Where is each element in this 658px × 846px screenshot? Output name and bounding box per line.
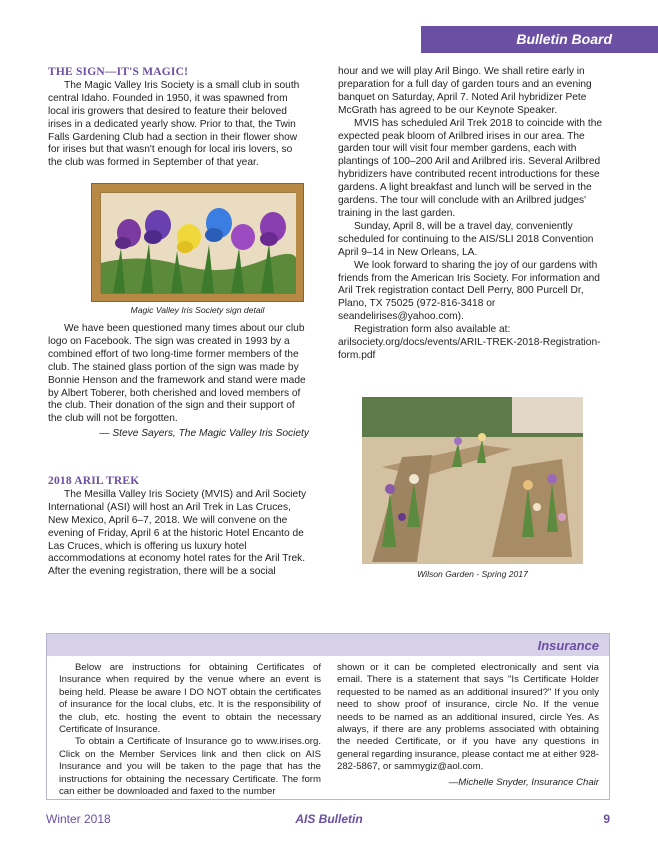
sign-article-paragraph: We have been questioned many times about our club logo on Facebook. The sign was created in 1993 by a combined effort of two long-time former members of the club. The stained glass portion of the sign was made by Bonnie Henson and the framework and stand were made by Albert Toberer, both cherished and loved members of the club. Their donation of the sign and their support of the club will not be forgotten.	[48, 323, 306, 425]
aril-article-paragraph: MVIS has scheduled Aril Trek 2018 to coincide with the expected peak bloom of Arilbred irises in our area. The garden tour will visit four member gardens, each with plantings of 100–200 Aril and Arilbred iris. Several Arilbred hybridizers have contributed recent introductions for these gardens. A light breakfast and lunch will be served in the gardens. The tour will conclude with an Arilbred judges' training in the last garden.	[338, 117, 603, 219]
aril-article-paragraph: hour and we will play Aril Bingo. We shall retire early in preparation for a full day of garden tours and an evening banquet on Saturday, April 7. Noted Aril hybridizer Pete McGrath has agreed to be our Keynote Speaker.	[338, 66, 592, 116]
insurance-paragraph: shown or it can be completed electronically and sent via email. There is a statement that says "Is Certificate Holder requested to be named as an additional insured?" If you only need to show proof of insurance, circle No. If the venue needs to be named as an additional insured, circle Yes. As always, if there are any problems associated with obtaining the needed Certificate, or if you have any questions in general regarding insurance, please contact me at either 928-282-5867, or sammygiz@aol.com.	[337, 662, 599, 773]
aril-article-intro	[48, 475, 309, 579]
footer-publication: AIS Bulletin	[295, 812, 363, 826]
insurance-box	[46, 633, 610, 800]
aril-article-paragraph: Registration form also available at: arilsociety.org/docs/events/ARIL-TREK-2018-Registration-form.pdf	[338, 324, 601, 361]
sign-article-signature: — Steve Sayers, The Magic Valley Iris Society	[99, 428, 309, 440]
section-banner	[421, 26, 658, 53]
insurance-title-bar	[47, 634, 609, 656]
sign-article-body	[48, 323, 309, 441]
sign-article-intro	[48, 66, 309, 170]
garden-image-caption: Wilson Garden - Spring 2017	[417, 569, 528, 579]
section-title: Bulletin Board	[516, 31, 612, 47]
sign-image-caption: Magic Valley Iris Society sign detail	[130, 305, 265, 315]
insurance-signature: —Michelle Snyder, Insurance Chair	[448, 776, 599, 788]
stained-glass-sign-image	[91, 183, 304, 302]
sign-article-heading: THE SIGN—IT'S MAGIC!	[48, 66, 189, 78]
aril-article-paragraph: We look forward to sharing the joy of our gardens with friends from the American Iris Society. For information and Aril Trek registration contact Dell Perry, 800 Purcell Dr, Plano, TX 75025 (972-816-3418 or seandelirises@yahoo.com).	[338, 259, 600, 323]
sign-article-paragraph: The Magic Valley Iris Society is a small club in south central Idaho. Founded in 1950, it was spawned from local iris growers that desired to feature their beloved irises in a dedicated yearly show. Prior to that, the Twin Falls Gardening Club had a section in their flower show for irises but that wasn't enough for local iris lovers, so the club was formed in September of that year.	[48, 79, 300, 169]
aril-article-heading: 2018 ARIL TREK	[48, 475, 140, 487]
aril-article-paragraph: The Mesilla Valley Iris Society (MVIS) and Aril Society International (ASI) will host an Aril Trek in Las Cruces, New Mexico, April 6–7, 2018. We will convene on the evening of Friday, April 6 at the historic Hotel Encanto de Las Cruces, which is offering us luxury hotel accommodations at economy hotel rates for the Aril Trek. After the evening registration, there will be a social	[48, 488, 307, 578]
insurance-paragraph: To obtain a Certificate of Insurance go to www.irises.org. Click on the Member Services link and then click on AIS Insurance and you will be taken to the page that has the instructions for obtaining the necessary Certificate. The form can either be downloaded and faxed to the number	[59, 736, 321, 798]
aril-article-paragraph: Sunday, April 8, will be a travel day, conveniently scheduled for continuing to the AIS/SLI 2018 Convention April 9–14 in New Orleans, LA.	[338, 220, 594, 258]
insurance-paragraph: Below are instructions for obtaining Certificates of Insurance when required by the venue where an event is being held. Please be aware I DO NOT obtain the certificates of insurance for the local clubs, etc. It is the responsibility of the club, etc. hosting the event to obtain the necessary Certificate of Insurance.	[59, 662, 321, 736]
page-number: 9	[603, 812, 610, 826]
iris-sign-illustration	[101, 193, 296, 294]
insurance-left-column	[59, 662, 321, 798]
aril-article-continued	[338, 66, 610, 363]
wilson-garden-photo	[362, 397, 583, 564]
insurance-title: Insurance	[537, 638, 599, 653]
insurance-right-column	[337, 662, 599, 789]
footer-issue: Winter 2018	[46, 812, 111, 826]
